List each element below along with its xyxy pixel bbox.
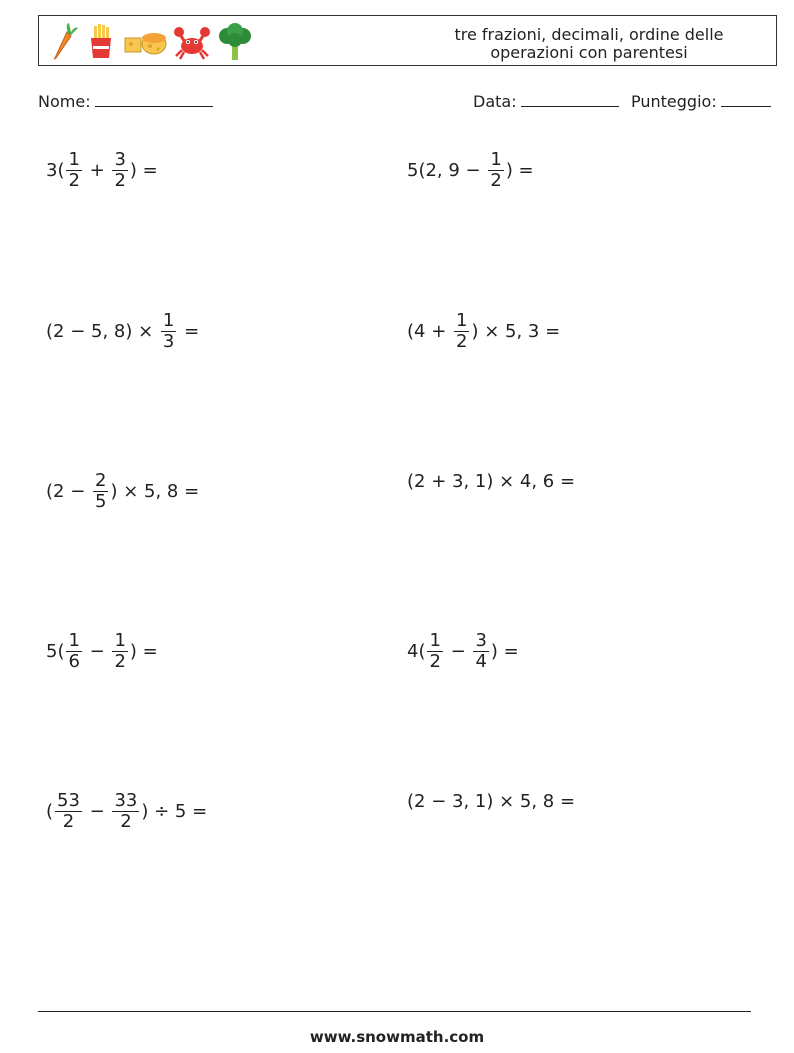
problem-10 [407,776,575,826]
problem-text: = [178,320,200,342]
fraction [473,631,488,672]
numerator: 3 [475,629,487,651]
fraction [112,150,127,191]
denominator: 3 [162,330,175,352]
numerator: 3 [114,148,126,170]
fraction [112,791,139,832]
problem-text: 4( [407,640,426,662]
carrot-icon [47,22,79,62]
fraction [93,471,108,512]
icon-strip [47,22,253,62]
problem-6 [407,456,575,506]
problem-text: ) × 5, 8 = [110,480,200,502]
problem-text: ) ÷ 5 = [141,800,208,822]
fraction [66,631,81,672]
fraction [488,150,503,191]
problem-3 [46,306,199,356]
date-blank[interactable] [521,92,619,107]
problem-text: 3( [46,159,65,181]
problem-text: ) = [505,159,534,181]
problem-text: 5( [46,640,65,662]
problem-5 [46,466,199,516]
problem-text: (2 − [46,480,91,502]
problem-text: 5(2, 9 − [407,159,487,181]
denominator: 2 [429,650,441,672]
operator: − [444,640,472,662]
denominator: 2 [120,810,132,832]
numerator: 1 [429,629,441,651]
problem-text: (2 + 3, 1) × 4, 6 = [407,470,576,492]
numerator: 53 [57,789,80,811]
denominator: 2 [490,169,502,191]
denominator: 2 [62,810,75,832]
problem-4 [407,306,560,356]
denominator: 2 [114,169,126,191]
numerator: 1 [490,148,502,170]
name-label: Nome: [38,92,91,111]
numerator: 1 [114,629,126,651]
numerator: 1 [68,629,80,651]
numerator: 2 [95,469,107,491]
score-label: Punteggio: [631,92,717,111]
problem-text: ) × 5, 3 = [471,320,561,342]
denominator: 6 [68,650,80,672]
problem-9 [46,786,207,836]
broccoli-icon [217,22,253,62]
denominator: 4 [475,650,487,672]
name-blank[interactable] [95,92,213,107]
crab-icon [173,22,211,62]
title-line-1: tre frazioni, decimali, ordine delle [454,25,724,44]
problem-1 [46,145,158,195]
numerator: 1 [162,309,175,331]
score-blank[interactable] [721,92,771,107]
problem-text: (2 − 5, 8) × [46,320,159,342]
problem-text: (2 − 3, 1) × 5, 8 = [407,790,576,812]
footer-url[interactable]: www.snowmath.com [309,1028,485,1046]
date-field[interactable] [473,92,619,111]
fraction [112,631,127,672]
denominator: 2 [68,169,80,191]
title-line-2: operazioni con parentesi [490,43,688,62]
denominator: 5 [95,490,107,512]
operator: − [83,640,111,662]
operator: + [83,159,111,181]
date-label: Data: [473,92,517,111]
problem-2 [407,145,534,195]
problem-text: ) = [490,640,519,662]
problem-8 [407,626,519,676]
fries-icon [85,22,117,62]
numerator: 1 [68,148,80,170]
numerator: 33 [114,789,138,811]
problem-text: ( [46,800,54,822]
header-box [38,15,777,66]
fraction [161,311,176,352]
denominator: 2 [114,650,126,672]
fraction [454,311,469,352]
cheese-icon [123,22,167,62]
denominator: 2 [456,330,468,352]
operator: − [83,800,111,822]
score-field[interactable] [631,92,771,111]
problem-text: ) = [129,640,158,662]
fraction [55,791,82,832]
problem-7 [46,626,158,676]
fraction [66,150,81,191]
problem-text: (4 + [407,320,452,342]
numerator: 1 [456,309,468,331]
name-field[interactable] [38,92,213,111]
footer-divider [38,1011,751,1012]
worksheet-title [409,26,769,62]
problem-text: ) = [129,159,158,181]
fraction [427,631,442,672]
